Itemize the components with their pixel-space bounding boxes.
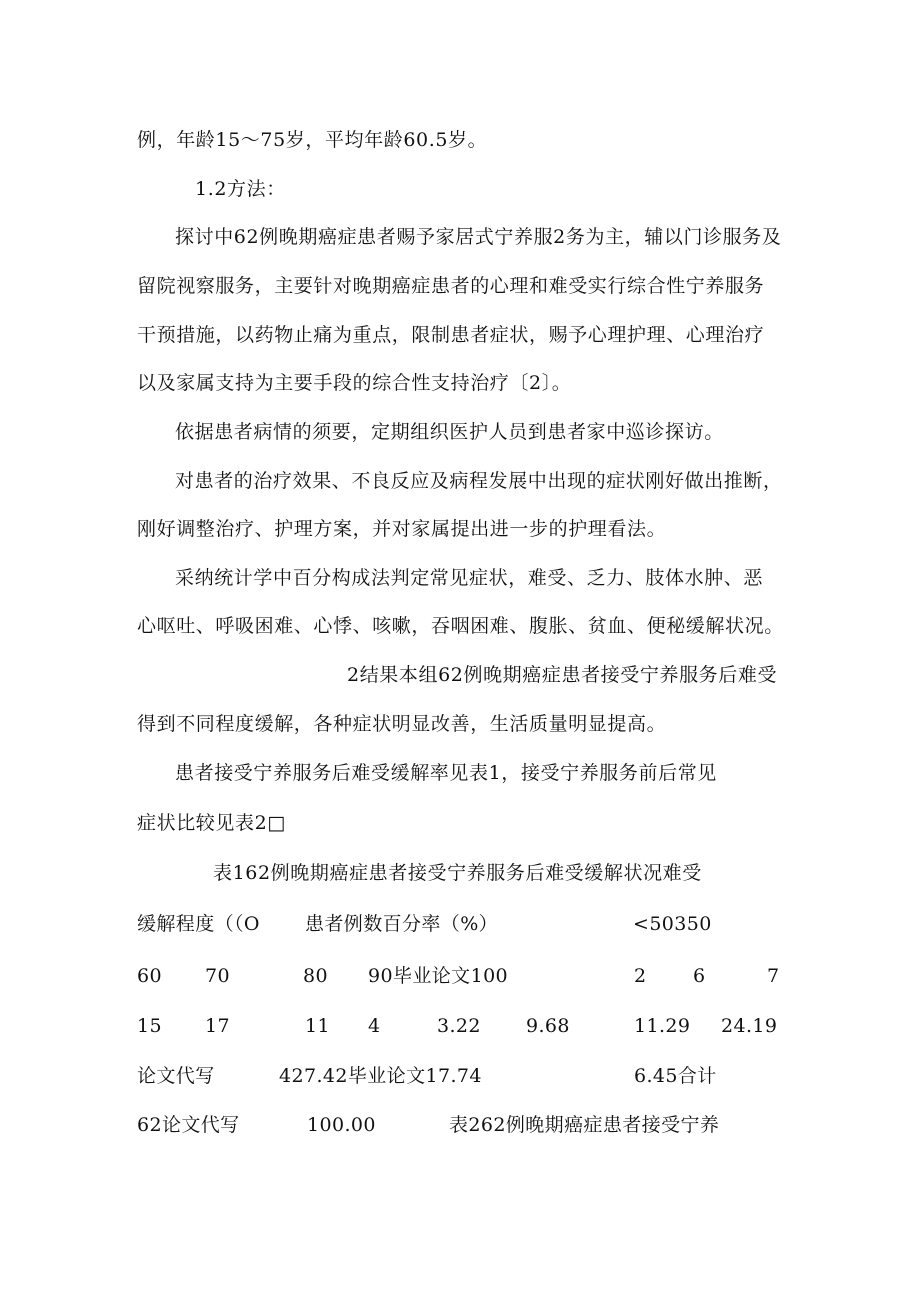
table-cell: 11 bbox=[305, 1015, 330, 1037]
table-cell: 9.68 bbox=[526, 1015, 570, 1037]
table-cell: 3.22 bbox=[437, 1015, 481, 1037]
table-cell: 11.29 bbox=[634, 1015, 691, 1037]
table-cell: 缓解程度（（O bbox=[137, 913, 260, 935]
table-cell: 427.42毕业论文17.74 bbox=[279, 1065, 482, 1087]
table-cell: 表262例晚期癌症患者接受宁养 bbox=[449, 1114, 720, 1136]
table-cell: 24.19 bbox=[721, 1015, 778, 1037]
table-cell: 4 bbox=[368, 1015, 381, 1037]
table-cell: 17 bbox=[205, 1015, 230, 1037]
paragraph-line: 干预措施，以药物止痛为重点，限制患者症状，赐予心理护理、心理治疗 bbox=[137, 324, 765, 346]
table-cell: 6.45合计 bbox=[634, 1065, 717, 1087]
table-cell: 6 bbox=[693, 965, 706, 987]
paragraph-line: 得到不同程度缓解，各种症状明显改善，生活质量明显提高。 bbox=[137, 713, 667, 735]
table-cell: 80 bbox=[303, 965, 328, 987]
table-title: 表162例晚期癌症患者接受宁养服务后难受缓解状况难受 bbox=[213, 862, 702, 884]
table-cell: 60 bbox=[137, 965, 162, 987]
paragraph-line: 采纳统计学中百分构成法判定常见症状，难受、乏力、肢体水肿、恶 bbox=[175, 567, 764, 589]
section-heading: 1.2方法： bbox=[195, 178, 286, 200]
table-cell: 7 bbox=[767, 965, 780, 987]
paragraph-line: 留院视察服务，主要针对晚期癌症患者的心理和难受实行综合性宁养服务 bbox=[137, 275, 765, 297]
paragraph-line: 刚好调整治疗、护理方案，并对家属提出进一步的护理看法。 bbox=[137, 518, 667, 540]
table-cell: 患者例数百分率（%） bbox=[305, 913, 499, 935]
table-cell: 70 bbox=[205, 965, 230, 987]
table-cell: 62论文代写 bbox=[137, 1114, 240, 1136]
paragraph-line: 心呕吐、呼吸困难、心悸、咳嗽，吞咽困难、腹胀、贫血、便秘缓解状况。 bbox=[137, 615, 784, 637]
table-cell: 论文代写 bbox=[137, 1065, 215, 1087]
paragraph-line: 对患者的治疗效果、不良反应及病程发展中出现的症状刚好做出推断， bbox=[175, 470, 783, 492]
paragraph-line: 探讨中62例晚期癌症患者赐予家居式宁养服2务为主，辅以门诊服务及 bbox=[175, 226, 782, 248]
table-cell: 15 bbox=[137, 1015, 162, 1037]
table-cell: 100.00 bbox=[307, 1114, 376, 1136]
paragraph-line: 以及家属支持为主要手段的综合性支持治疗〔2〕。 bbox=[137, 372, 572, 394]
table-cell: 2 bbox=[634, 965, 647, 987]
table-cell: <50350 bbox=[633, 913, 712, 935]
paragraph-line: 例，年龄15～75岁，平均年龄60.5岁。 bbox=[137, 129, 488, 151]
paragraph-line: 依据患者病情的须要，定期组织医护人员到患者家中巡诊探访。 bbox=[175, 421, 724, 443]
paragraph-line: 症状比较见表2□ bbox=[137, 812, 286, 834]
paragraph-line: 患者接受宁养服务后难受缓解率见表1，接受宁养服务前后常见 bbox=[175, 762, 717, 784]
table-cell: 90毕业论文100 bbox=[368, 965, 509, 987]
results-heading-line: 2结果本组62例晚期癌症患者接受宁养服务后难受 bbox=[347, 664, 778, 686]
